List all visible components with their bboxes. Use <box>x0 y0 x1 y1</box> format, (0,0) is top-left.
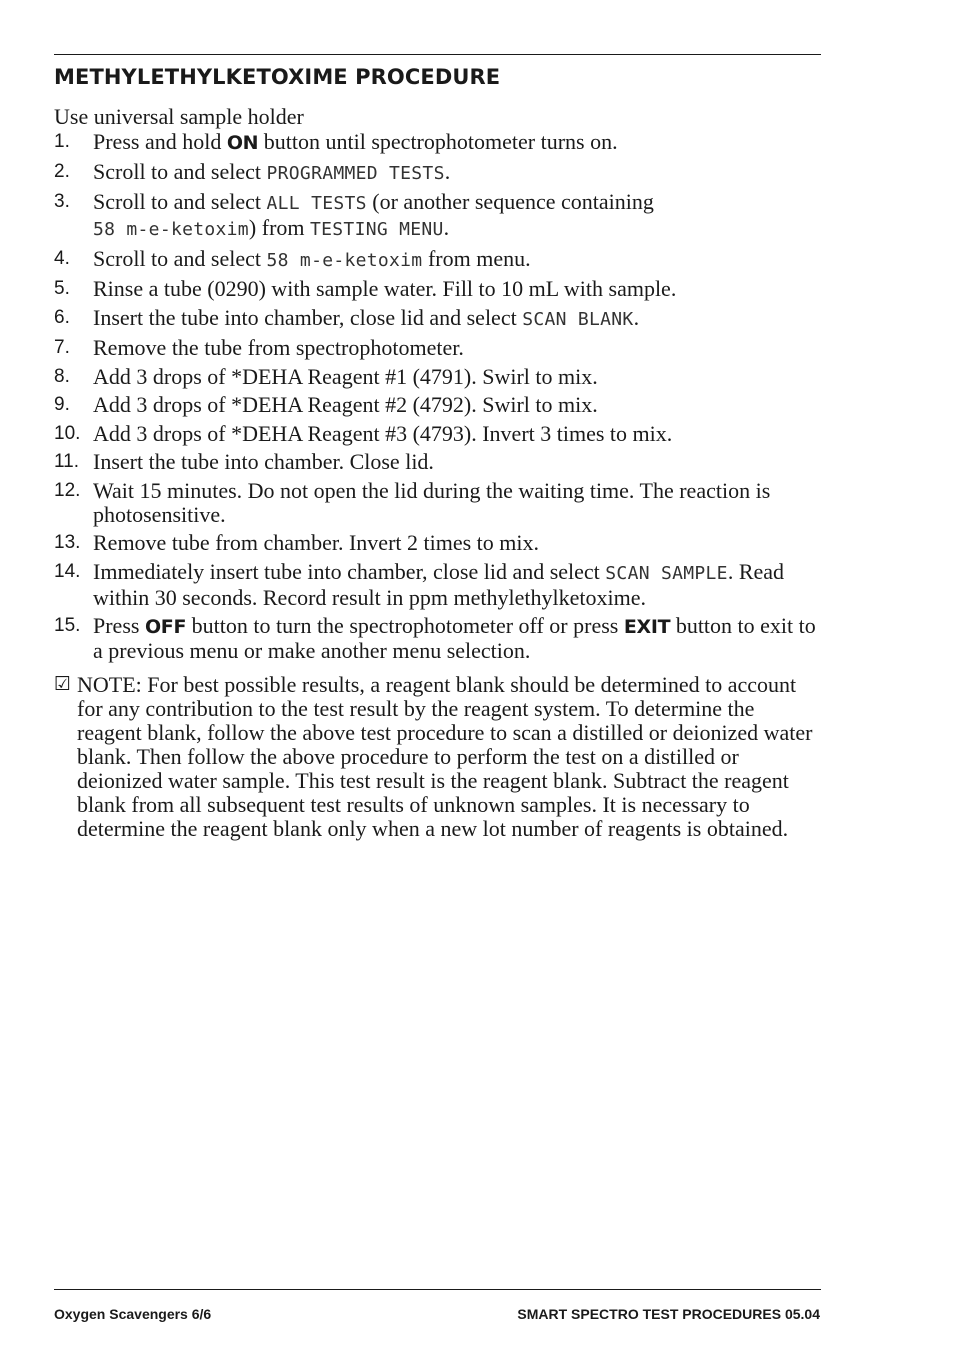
step-11: 11. Insert the tube into chamber. Close lid. <box>54 449 434 474</box>
step-number: 10. <box>54 422 81 444</box>
step-12: 12. Wait 15 minutes. Do not open the lid during the waiting time. The reaction is photosensitive. <box>54 477 771 527</box>
page-title: METHYLETHYLKETOXIME PROCEDURE <box>54 65 501 89</box>
step-13: 13. Remove tube from chamber. Invert 2 times to mix. <box>54 530 540 555</box>
checkbox-checked-icon: ☑ <box>54 673 72 695</box>
step-number: 9. <box>54 394 70 415</box>
procedure-steps <box>54 130 824 663</box>
step-number: 15. <box>54 615 81 636</box>
step-number: 14. <box>54 560 81 582</box>
footer-section-label: Oxygen Scavengers 6/6 <box>54 1306 212 1322</box>
menu-option-label: PROGRAMMED TESTS <box>266 162 445 184</box>
step-number: 2. <box>54 160 70 182</box>
step-number: 1. <box>54 131 70 152</box>
menu-option-label: SCAN BLANK <box>522 308 634 330</box>
step-7: 7. Remove the tube from spectrophotometer. <box>54 335 464 360</box>
bottom-rule <box>54 1289 821 1290</box>
menu-option-label: ALL TESTS <box>266 193 367 214</box>
step-15: 15. Press OFF button to turn the spectrophotometer off or press EXIT button to exit to a previous menu or make another menu selection. <box>54 613 816 663</box>
menu-option-label: 58 m-e-ketoxim <box>266 249 423 271</box>
note-block <box>54 673 824 841</box>
off-button-label: OFF <box>144 616 187 638</box>
step-number: 4. <box>54 247 70 269</box>
menu-option-label: 58 m-e-ketoxim <box>93 219 249 240</box>
step-9: 9. Add 3 drops of *DEHA Reagent #2 (4792). Swirl to mix. <box>54 392 598 417</box>
step-6: 6. Insert the tube into chamber, close lid and select SCAN BLANK. <box>54 304 640 330</box>
step-10: 10. Add 3 drops of *DEHA Reagent #3 (4793). Invert 3 times to mix. <box>54 420 673 446</box>
step-number: 8. <box>54 365 70 387</box>
step-8: 8. Add 3 drops of *DEHA Reagent #1 (4791). Swirl to mix. <box>54 363 598 389</box>
step-number: 12. <box>54 479 81 501</box>
footer-document-title: SMART SPECTRO TEST PROCEDURES 05.04 <box>517 1306 820 1322</box>
intro-text: Use universal sample holder <box>54 104 304 129</box>
procedure-body <box>54 104 824 841</box>
step-number: 7. <box>54 337 70 358</box>
exit-button-label: EXIT <box>623 616 671 638</box>
menu-option-label: TESTING MENU <box>310 219 444 240</box>
menu-option-label: SCAN SAMPLE <box>605 562 728 584</box>
step-1: 1. Press and hold ON button until spectrophotometer turns on. <box>54 129 618 154</box>
step-number: 13. <box>54 532 81 553</box>
step-number: 5. <box>54 278 70 299</box>
step-number: 11. <box>54 451 80 472</box>
note-text: NOTE: For best possible results, a reagent blank should be determined to account for any contribution to the test result by the reagent system. To determine the reagent blank, follow the above test procedure to scan a distilled or deionized water blank. Then follow the above procedure to perform the test on a distilled or deionized water sample. This test result is the reagent blank. Subtract the reagent blank from all subsequent test results of unknown samples. It is necessary to determine the reagent blank only when a new lot number of reagents is obtained. <box>77 672 813 841</box>
step-3: 3. Scroll to and select ALL TESTS (or another sequence containing 58 m-e-ketoxim) from TESTING MENU. <box>54 189 654 240</box>
top-rule <box>54 54 821 55</box>
on-button-label: ON <box>226 132 259 154</box>
step-number: 6. <box>54 306 70 328</box>
step-2: 2. Scroll to and select PROGRAMMED TESTS. <box>54 158 451 184</box>
step-14: 14. Immediately insert tube into chamber, close lid and select SCAN SAMPLE. Read within 30 seconds. Record result in ppm methylethylketoxime. <box>54 558 785 610</box>
step-5: 5. Rinse a tube (0290) with sample water. Fill to 10 mL with sample. <box>54 276 677 301</box>
step-4: 4. Scroll to and select 58 m-e-ketoxim from menu. <box>54 245 531 271</box>
step-number: 3. <box>54 191 70 212</box>
